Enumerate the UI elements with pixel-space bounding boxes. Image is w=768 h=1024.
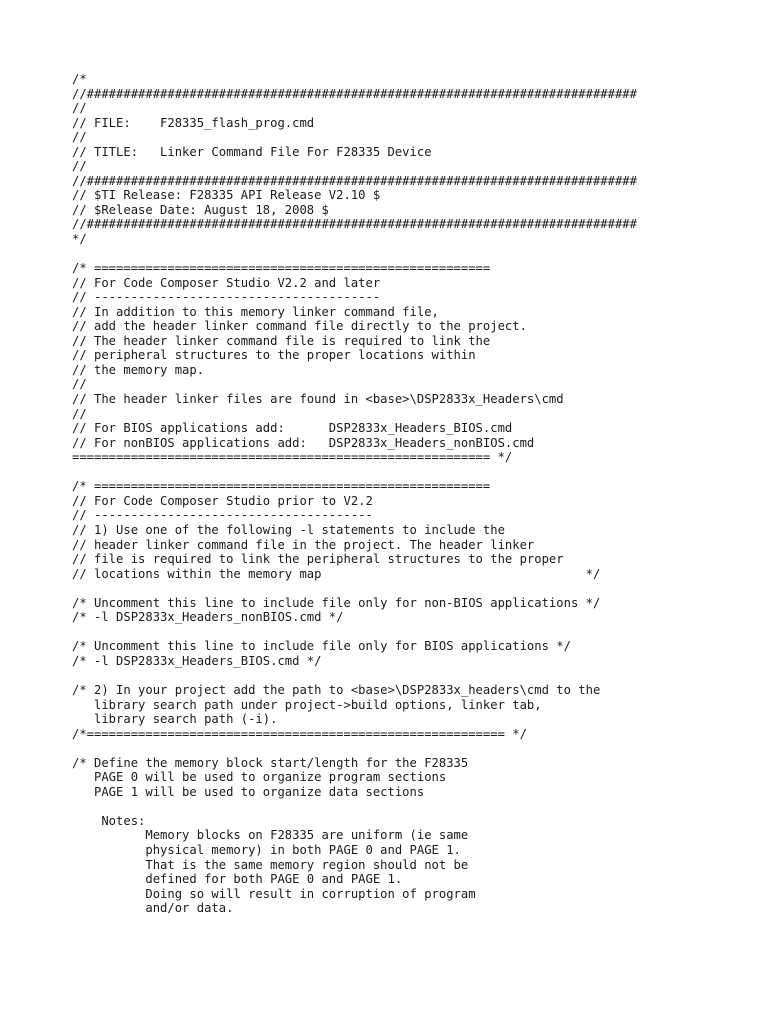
code-line: //###########################################################################	[72, 217, 637, 232]
code-line: // For nonBIOS applications add: DSP2833x_Headers_nonBIOS.cmd	[72, 435, 535, 450]
code-line	[72, 581, 732, 596]
code-line: //	[72, 377, 87, 392]
code-line: /* ======================================================	[72, 261, 491, 276]
code-line: //	[72, 406, 87, 421]
code-line: //###########################################################################	[72, 173, 637, 188]
code-listing	[72, 72, 732, 916]
code-line: // For BIOS applications add: DSP2833x_Headers_BIOS.cmd	[72, 421, 513, 436]
code-line: // FILE: F28335_flash_prog.cmd	[72, 115, 315, 130]
code-line: // add the header linker command file directly to the project.	[72, 319, 527, 334]
code-line	[72, 465, 732, 480]
code-line: // $Release Date: August 18, 2008 $	[72, 202, 329, 217]
code-line: //	[72, 159, 87, 174]
code-line: /* -l DSP2833x_Headers_BIOS.cmd */	[72, 653, 322, 668]
code-line: // $TI Release: F28335 API Release V2.10 $	[72, 188, 381, 203]
code-line: PAGE 1 will be used to organize data sections	[72, 784, 425, 799]
code-line: //	[72, 101, 87, 116]
code-line	[72, 247, 732, 262]
code-line	[72, 799, 732, 814]
code-line: */	[72, 232, 87, 247]
code-line: /*	[72, 72, 87, 86]
code-line: That is the same memory region should not be	[72, 857, 469, 872]
code-line: and/or data.	[72, 901, 234, 916]
code-line: // For Code Composer Studio prior to V2.2	[72, 493, 373, 508]
code-line: ========================================================= */	[72, 450, 513, 465]
code-line: /* Uncomment this line to include file only for BIOS applications */	[72, 639, 571, 654]
code-line: // 1) Use one of the following -l statements to include the	[72, 522, 505, 537]
code-line: physical memory) in both PAGE 0 and PAGE 1.	[72, 842, 461, 857]
code-line: // For Code Composer Studio V2.2 and later	[72, 275, 381, 290]
code-line: // header linker command file in the project. The header linker	[72, 537, 535, 552]
code-line: /*========================================================= */	[72, 726, 527, 741]
code-line	[72, 741, 732, 756]
code-line: /* 2) In your project add the path to <base>\DSP2833x_headers\cmd to the	[72, 682, 601, 697]
code-line	[72, 668, 732, 683]
code-line: Memory blocks on F28335 are uniform (ie same	[72, 828, 469, 843]
code-line: Doing so will result in corruption of program	[72, 886, 476, 901]
code-line: /* Uncomment this line to include file only for non-BIOS applications */	[72, 595, 601, 610]
code-line: /* ======================================================	[72, 479, 491, 494]
code-line: // locations within the memory map */	[72, 566, 601, 581]
code-line: // ---------------------------------------	[72, 290, 381, 305]
code-line: //###########################################################################	[72, 86, 637, 101]
code-line: PAGE 0 will be used to organize program sections	[72, 770, 447, 785]
code-line: /* Define the memory block start/length for the F28335	[72, 755, 469, 770]
code-line: // peripheral structures to the proper locations within	[72, 348, 476, 363]
code-line: library search path under project->build options, linker tab,	[72, 697, 542, 712]
code-line: // TITLE: Linker Command File For F28335 Device	[72, 144, 432, 159]
code-line	[72, 625, 732, 640]
code-line: // --------------------------------------	[72, 508, 373, 523]
code-line: defined for both PAGE 0 and PAGE 1.	[72, 872, 403, 887]
code-line: // The header linker files are found in <base>\DSP2833x_Headers\cmd	[72, 392, 564, 407]
code-line: Notes:	[72, 813, 146, 828]
code-line: // file is required to link the peripheral structures to the proper	[72, 552, 564, 567]
code-line: //	[72, 130, 87, 145]
code-line: // The header linker command file is required to link the	[72, 333, 491, 348]
code-line: /* -l DSP2833x_Headers_nonBIOS.cmd */	[72, 610, 344, 625]
document-page	[72, 72, 732, 916]
code-line: // In addition to this memory linker command file,	[72, 304, 439, 319]
code-line: library search path (-i).	[72, 712, 278, 727]
code-line: // the memory map.	[72, 362, 205, 377]
